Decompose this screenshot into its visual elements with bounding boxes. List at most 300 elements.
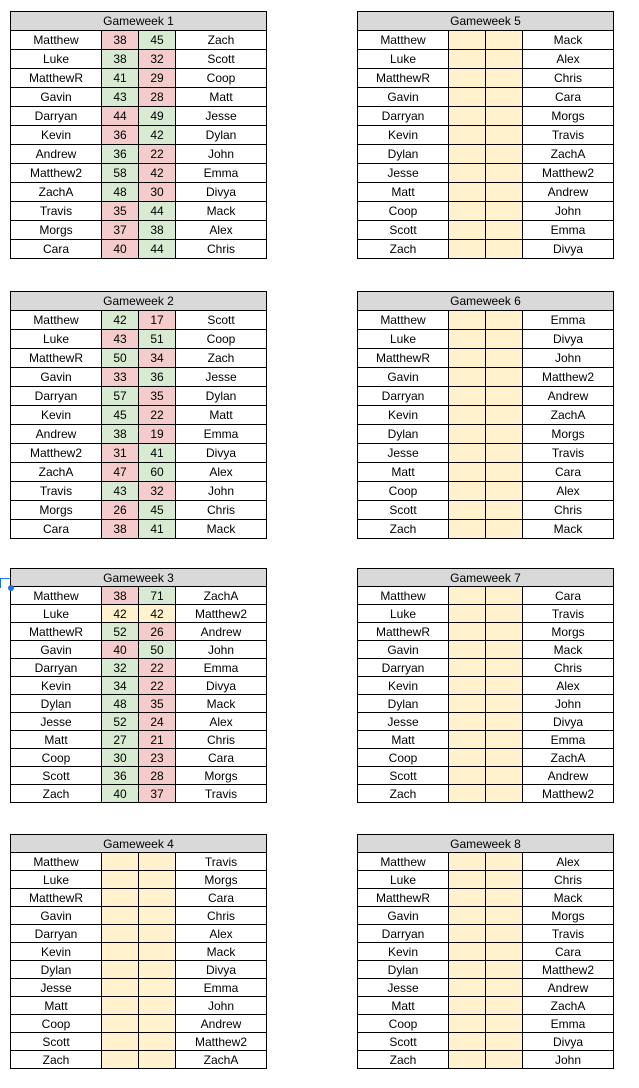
- home-score-cell[interactable]: 31: [102, 444, 139, 463]
- home-score-cell[interactable]: 38: [102, 587, 139, 605]
- home-score-cell[interactable]: [449, 145, 486, 164]
- home-score-cell[interactable]: [102, 925, 139, 943]
- home-score-cell[interactable]: [449, 31, 486, 50]
- away-score-cell[interactable]: [486, 961, 523, 979]
- home-player-cell[interactable]: Matthew: [358, 853, 449, 871]
- home-player-cell[interactable]: Luke: [358, 871, 449, 889]
- home-score-cell[interactable]: [449, 587, 486, 605]
- home-player-cell[interactable]: Matthew2: [11, 164, 102, 183]
- home-player-cell[interactable]: ZachA: [11, 463, 102, 482]
- away-score-cell[interactable]: [486, 50, 523, 69]
- home-player-cell[interactable]: Travis: [11, 482, 102, 501]
- home-score-cell[interactable]: [449, 641, 486, 659]
- home-score-cell[interactable]: 42: [102, 605, 139, 623]
- home-player-cell[interactable]: Dylan: [358, 961, 449, 979]
- away-score-cell[interactable]: [486, 1015, 523, 1033]
- home-player-cell[interactable]: Scott: [11, 767, 102, 785]
- home-player-cell[interactable]: Zach: [11, 1051, 102, 1069]
- away-score-cell[interactable]: 21: [139, 731, 176, 749]
- away-score-cell[interactable]: [139, 961, 176, 979]
- home-player-cell[interactable]: Cara: [11, 240, 102, 259]
- home-player-cell[interactable]: Luke: [11, 330, 102, 349]
- away-player-cell[interactable]: Andrew: [523, 183, 614, 202]
- away-player-cell[interactable]: John: [176, 997, 267, 1015]
- away-score-cell[interactable]: [139, 1051, 176, 1069]
- away-score-cell[interactable]: 71: [139, 587, 176, 605]
- home-player-cell[interactable]: Coop: [358, 749, 449, 767]
- home-player-cell[interactable]: Dylan: [11, 695, 102, 713]
- home-player-cell[interactable]: Dylan: [11, 961, 102, 979]
- home-player-cell[interactable]: Gavin: [11, 88, 102, 107]
- away-score-cell[interactable]: [486, 202, 523, 221]
- home-player-cell[interactable]: Gavin: [11, 368, 102, 387]
- home-player-cell[interactable]: Morgs: [11, 501, 102, 520]
- home-score-cell[interactable]: 38: [102, 31, 139, 50]
- home-score-cell[interactable]: [449, 520, 486, 539]
- home-player-cell[interactable]: Jesse: [358, 979, 449, 997]
- home-score-cell[interactable]: 42: [102, 311, 139, 330]
- home-score-cell[interactable]: [102, 1051, 139, 1069]
- away-score-cell[interactable]: [139, 925, 176, 943]
- home-score-cell[interactable]: [449, 387, 486, 406]
- away-player-cell[interactable]: Chris: [176, 731, 267, 749]
- home-player-cell[interactable]: Luke: [11, 871, 102, 889]
- home-player-cell[interactable]: Jesse: [11, 713, 102, 731]
- home-player-cell[interactable]: Matt: [358, 731, 449, 749]
- away-score-cell[interactable]: [139, 943, 176, 961]
- away-player-cell[interactable]: Dylan: [176, 387, 267, 406]
- away-player-cell[interactable]: Divya: [176, 444, 267, 463]
- away-player-cell[interactable]: Emma: [523, 731, 614, 749]
- away-score-cell[interactable]: 42: [139, 164, 176, 183]
- away-score-cell[interactable]: 24: [139, 713, 176, 731]
- home-score-cell[interactable]: [102, 907, 139, 925]
- away-player-cell[interactable]: Travis: [523, 605, 614, 623]
- away-score-cell[interactable]: 22: [139, 677, 176, 695]
- home-player-cell[interactable]: Matthew: [358, 587, 449, 605]
- home-score-cell[interactable]: 47: [102, 463, 139, 482]
- away-score-cell[interactable]: [486, 387, 523, 406]
- away-player-cell[interactable]: Divya: [176, 961, 267, 979]
- away-score-cell[interactable]: [486, 889, 523, 907]
- home-player-cell[interactable]: Matthew: [358, 31, 449, 50]
- away-score-cell[interactable]: [486, 641, 523, 659]
- home-player-cell[interactable]: Scott: [358, 501, 449, 520]
- home-player-cell[interactable]: MatthewR: [11, 889, 102, 907]
- away-score-cell[interactable]: [139, 1033, 176, 1051]
- home-player-cell[interactable]: Kevin: [11, 677, 102, 695]
- home-score-cell[interactable]: 57: [102, 387, 139, 406]
- away-player-cell[interactable]: Andrew: [176, 1015, 267, 1033]
- home-score-cell[interactable]: [449, 183, 486, 202]
- away-score-cell[interactable]: [139, 871, 176, 889]
- home-score-cell[interactable]: [449, 240, 486, 259]
- home-score-cell[interactable]: 58: [102, 164, 139, 183]
- away-score-cell[interactable]: [486, 695, 523, 713]
- home-score-cell[interactable]: [449, 659, 486, 677]
- home-score-cell[interactable]: [449, 731, 486, 749]
- home-score-cell[interactable]: [449, 202, 486, 221]
- away-score-cell[interactable]: [486, 330, 523, 349]
- away-score-cell[interactable]: [486, 659, 523, 677]
- home-player-cell[interactable]: Scott: [358, 767, 449, 785]
- away-score-cell[interactable]: 29: [139, 69, 176, 88]
- away-score-cell[interactable]: [486, 107, 523, 126]
- home-score-cell[interactable]: 43: [102, 482, 139, 501]
- away-score-cell[interactable]: [486, 240, 523, 259]
- away-score-cell[interactable]: 36: [139, 368, 176, 387]
- away-player-cell[interactable]: Matt: [176, 88, 267, 107]
- home-score-cell[interactable]: [449, 695, 486, 713]
- home-player-cell[interactable]: Gavin: [358, 368, 449, 387]
- away-score-cell[interactable]: 45: [139, 501, 176, 520]
- home-score-cell[interactable]: [449, 1033, 486, 1051]
- away-player-cell[interactable]: Alex: [523, 677, 614, 695]
- away-score-cell[interactable]: 37: [139, 785, 176, 803]
- away-score-cell[interactable]: [486, 88, 523, 107]
- away-player-cell[interactable]: Emma: [176, 164, 267, 183]
- away-player-cell[interactable]: Andrew: [523, 767, 614, 785]
- away-score-cell[interactable]: [486, 69, 523, 88]
- away-score-cell[interactable]: [486, 368, 523, 387]
- away-player-cell[interactable]: John: [176, 145, 267, 164]
- home-score-cell[interactable]: [449, 1051, 486, 1069]
- home-player-cell[interactable]: Darryan: [358, 387, 449, 406]
- home-player-cell[interactable]: Darryan: [11, 107, 102, 126]
- away-score-cell[interactable]: [486, 1051, 523, 1069]
- away-player-cell[interactable]: Emma: [176, 659, 267, 677]
- away-score-cell[interactable]: [486, 979, 523, 997]
- home-score-cell[interactable]: [449, 871, 486, 889]
- away-player-cell[interactable]: Emma: [176, 979, 267, 997]
- home-score-cell[interactable]: 34: [102, 677, 139, 695]
- gameweek-title[interactable]: Gameweek 3: [11, 569, 267, 587]
- home-player-cell[interactable]: Matthew: [358, 311, 449, 330]
- home-score-cell[interactable]: 52: [102, 713, 139, 731]
- away-score-cell[interactable]: 34: [139, 349, 176, 368]
- away-player-cell[interactable]: Andrew: [176, 623, 267, 641]
- away-player-cell[interactable]: John: [176, 641, 267, 659]
- gameweek-title[interactable]: Gameweek 2: [11, 292, 267, 311]
- home-player-cell[interactable]: MatthewR: [11, 623, 102, 641]
- home-score-cell[interactable]: [449, 126, 486, 145]
- home-player-cell[interactable]: Luke: [11, 50, 102, 69]
- away-score-cell[interactable]: 42: [139, 126, 176, 145]
- away-score-cell[interactable]: [139, 889, 176, 907]
- away-player-cell[interactable]: Zach: [176, 349, 267, 368]
- home-score-cell[interactable]: [449, 1015, 486, 1033]
- selection-fill-handle[interactable]: [8, 585, 14, 591]
- away-score-cell[interactable]: 41: [139, 520, 176, 539]
- home-player-cell[interactable]: MatthewR: [11, 349, 102, 368]
- home-score-cell[interactable]: [449, 164, 486, 183]
- away-score-cell[interactable]: [486, 605, 523, 623]
- home-score-cell[interactable]: [102, 889, 139, 907]
- home-score-cell[interactable]: 38: [102, 50, 139, 69]
- away-player-cell[interactable]: Cara: [176, 749, 267, 767]
- home-score-cell[interactable]: [449, 69, 486, 88]
- home-player-cell[interactable]: Matthew2: [11, 444, 102, 463]
- home-score-cell[interactable]: 44: [102, 107, 139, 126]
- away-player-cell[interactable]: Alex: [523, 482, 614, 501]
- away-player-cell[interactable]: Andrew: [523, 979, 614, 997]
- home-player-cell[interactable]: MatthewR: [358, 69, 449, 88]
- home-score-cell[interactable]: [102, 997, 139, 1015]
- away-player-cell[interactable]: Coop: [176, 330, 267, 349]
- away-score-cell[interactable]: [139, 979, 176, 997]
- away-player-cell[interactable]: ZachA: [523, 997, 614, 1015]
- away-score-cell[interactable]: [486, 311, 523, 330]
- away-player-cell[interactable]: Alex: [176, 463, 267, 482]
- home-player-cell[interactable]: Gavin: [11, 907, 102, 925]
- home-score-cell[interactable]: [449, 501, 486, 520]
- home-player-cell[interactable]: Jesse: [358, 164, 449, 183]
- home-score-cell[interactable]: [102, 853, 139, 871]
- away-player-cell[interactable]: Mack: [176, 695, 267, 713]
- home-player-cell[interactable]: Matt: [11, 731, 102, 749]
- gameweek-title[interactable]: Gameweek 6: [358, 292, 614, 311]
- home-score-cell[interactable]: [449, 311, 486, 330]
- home-score-cell[interactable]: [449, 677, 486, 695]
- away-score-cell[interactable]: [486, 749, 523, 767]
- away-score-cell[interactable]: [486, 183, 523, 202]
- home-score-cell[interactable]: [449, 943, 486, 961]
- home-score-cell[interactable]: [449, 330, 486, 349]
- away-score-cell[interactable]: [486, 677, 523, 695]
- home-player-cell[interactable]: Matt: [358, 463, 449, 482]
- away-player-cell[interactable]: Mack: [176, 943, 267, 961]
- away-score-cell[interactable]: [139, 907, 176, 925]
- home-score-cell[interactable]: [449, 406, 486, 425]
- home-player-cell[interactable]: Scott: [358, 221, 449, 240]
- home-player-cell[interactable]: Coop: [358, 202, 449, 221]
- home-score-cell[interactable]: [449, 368, 486, 387]
- home-score-cell[interactable]: [449, 482, 486, 501]
- home-score-cell[interactable]: [102, 961, 139, 979]
- home-score-cell[interactable]: 41: [102, 69, 139, 88]
- away-player-cell[interactable]: Alex: [523, 50, 614, 69]
- home-player-cell[interactable]: MatthewR: [358, 349, 449, 368]
- home-score-cell[interactable]: 40: [102, 240, 139, 259]
- home-score-cell[interactable]: 40: [102, 641, 139, 659]
- home-score-cell[interactable]: [449, 979, 486, 997]
- away-score-cell[interactable]: [486, 1033, 523, 1051]
- home-player-cell[interactable]: Darryan: [11, 387, 102, 406]
- home-player-cell[interactable]: Coop: [11, 749, 102, 767]
- away-player-cell[interactable]: ZachA: [176, 587, 267, 605]
- away-score-cell[interactable]: [486, 767, 523, 785]
- away-score-cell[interactable]: [486, 907, 523, 925]
- home-player-cell[interactable]: Matthew: [11, 31, 102, 50]
- home-score-cell[interactable]: [102, 871, 139, 889]
- away-player-cell[interactable]: Coop: [176, 69, 267, 88]
- home-player-cell[interactable]: Luke: [358, 605, 449, 623]
- away-score-cell[interactable]: 42: [139, 605, 176, 623]
- away-score-cell[interactable]: [486, 925, 523, 943]
- away-score-cell[interactable]: 23: [139, 749, 176, 767]
- away-player-cell[interactable]: Chris: [523, 69, 614, 88]
- home-score-cell[interactable]: 48: [102, 183, 139, 202]
- home-player-cell[interactable]: Matthew: [11, 853, 102, 871]
- away-player-cell[interactable]: John: [523, 349, 614, 368]
- home-score-cell[interactable]: 36: [102, 126, 139, 145]
- away-player-cell[interactable]: Scott: [176, 311, 267, 330]
- home-player-cell[interactable]: Zach: [358, 520, 449, 539]
- away-score-cell[interactable]: [486, 463, 523, 482]
- away-score-cell[interactable]: [486, 587, 523, 605]
- home-player-cell[interactable]: Scott: [11, 1033, 102, 1051]
- home-player-cell[interactable]: Travis: [11, 202, 102, 221]
- home-player-cell[interactable]: Morgs: [11, 221, 102, 240]
- away-score-cell[interactable]: 22: [139, 659, 176, 677]
- away-player-cell[interactable]: Matthew2: [523, 785, 614, 803]
- away-player-cell[interactable]: Andrew: [523, 387, 614, 406]
- away-score-cell[interactable]: [486, 221, 523, 240]
- home-player-cell[interactable]: Coop: [358, 1015, 449, 1033]
- home-player-cell[interactable]: Zach: [358, 1051, 449, 1069]
- home-player-cell[interactable]: Matthew: [11, 587, 102, 605]
- away-score-cell[interactable]: 28: [139, 767, 176, 785]
- away-score-cell[interactable]: [486, 871, 523, 889]
- away-score-cell[interactable]: [139, 1015, 176, 1033]
- home-score-cell[interactable]: [449, 889, 486, 907]
- away-player-cell[interactable]: Matthew2: [523, 164, 614, 183]
- home-player-cell[interactable]: Gavin: [358, 907, 449, 925]
- home-score-cell[interactable]: 33: [102, 368, 139, 387]
- gameweek-title[interactable]: Gameweek 4: [11, 835, 267, 853]
- away-score-cell[interactable]: [486, 31, 523, 50]
- home-player-cell[interactable]: Gavin: [358, 641, 449, 659]
- home-score-cell[interactable]: [449, 349, 486, 368]
- away-score-cell[interactable]: [486, 785, 523, 803]
- home-player-cell[interactable]: Luke: [358, 50, 449, 69]
- away-player-cell[interactable]: Zach: [176, 31, 267, 50]
- away-score-cell[interactable]: [486, 425, 523, 444]
- home-player-cell[interactable]: Zach: [11, 785, 102, 803]
- away-player-cell[interactable]: Chris: [523, 501, 614, 520]
- away-player-cell[interactable]: John: [523, 202, 614, 221]
- away-player-cell[interactable]: Mack: [523, 889, 614, 907]
- home-player-cell[interactable]: Kevin: [358, 943, 449, 961]
- home-score-cell[interactable]: [449, 853, 486, 871]
- away-player-cell[interactable]: Scott: [176, 50, 267, 69]
- away-score-cell[interactable]: [486, 482, 523, 501]
- home-player-cell[interactable]: Darryan: [11, 925, 102, 943]
- away-score-cell[interactable]: [486, 997, 523, 1015]
- home-score-cell[interactable]: 40: [102, 785, 139, 803]
- home-player-cell[interactable]: Matt: [358, 997, 449, 1015]
- away-score-cell[interactable]: [486, 444, 523, 463]
- away-player-cell[interactable]: Emma: [523, 311, 614, 330]
- away-score-cell[interactable]: [139, 853, 176, 871]
- away-player-cell[interactable]: Alex: [176, 713, 267, 731]
- home-player-cell[interactable]: Matt: [358, 183, 449, 202]
- away-player-cell[interactable]: Chris: [176, 501, 267, 520]
- home-player-cell[interactable]: Darryan: [358, 659, 449, 677]
- away-player-cell[interactable]: Morgs: [176, 871, 267, 889]
- away-player-cell[interactable]: Morgs: [523, 907, 614, 925]
- home-player-cell[interactable]: MatthewR: [358, 889, 449, 907]
- away-player-cell[interactable]: Morgs: [523, 623, 614, 641]
- away-score-cell[interactable]: 49: [139, 107, 176, 126]
- away-score-cell[interactable]: [486, 126, 523, 145]
- home-score-cell[interactable]: [102, 979, 139, 997]
- away-score-cell[interactable]: [486, 713, 523, 731]
- away-player-cell[interactable]: Cara: [523, 463, 614, 482]
- home-score-cell[interactable]: 45: [102, 406, 139, 425]
- away-score-cell[interactable]: 35: [139, 695, 176, 713]
- away-score-cell[interactable]: 17: [139, 311, 176, 330]
- home-player-cell[interactable]: Darryan: [358, 925, 449, 943]
- away-player-cell[interactable]: Emma: [176, 425, 267, 444]
- away-score-cell[interactable]: [486, 145, 523, 164]
- home-score-cell[interactable]: 30: [102, 749, 139, 767]
- home-score-cell[interactable]: [449, 997, 486, 1015]
- home-score-cell[interactable]: [102, 943, 139, 961]
- away-player-cell[interactable]: Alex: [523, 853, 614, 871]
- home-score-cell[interactable]: [449, 961, 486, 979]
- gameweek-title[interactable]: Gameweek 1: [11, 12, 267, 31]
- home-player-cell[interactable]: Kevin: [358, 677, 449, 695]
- home-score-cell[interactable]: [449, 767, 486, 785]
- home-player-cell[interactable]: Kevin: [11, 943, 102, 961]
- away-score-cell[interactable]: [139, 997, 176, 1015]
- home-player-cell[interactable]: Gavin: [358, 88, 449, 107]
- away-player-cell[interactable]: Cara: [523, 587, 614, 605]
- away-player-cell[interactable]: Dylan: [176, 126, 267, 145]
- home-player-cell[interactable]: Dylan: [358, 145, 449, 164]
- away-player-cell[interactable]: Matthew2: [523, 961, 614, 979]
- home-player-cell[interactable]: MatthewR: [358, 623, 449, 641]
- home-score-cell[interactable]: 50: [102, 349, 139, 368]
- away-score-cell[interactable]: [486, 731, 523, 749]
- home-player-cell[interactable]: Zach: [358, 240, 449, 259]
- away-player-cell[interactable]: Morgs: [523, 425, 614, 444]
- home-score-cell[interactable]: [449, 463, 486, 482]
- away-player-cell[interactable]: Chris: [176, 240, 267, 259]
- away-player-cell[interactable]: Divya: [176, 183, 267, 202]
- home-player-cell[interactable]: Dylan: [358, 695, 449, 713]
- home-score-cell[interactable]: [449, 925, 486, 943]
- away-score-cell[interactable]: 44: [139, 202, 176, 221]
- home-score-cell[interactable]: [449, 605, 486, 623]
- home-player-cell[interactable]: Gavin: [11, 641, 102, 659]
- away-score-cell[interactable]: 32: [139, 482, 176, 501]
- away-player-cell[interactable]: Divya: [523, 330, 614, 349]
- home-player-cell[interactable]: Andrew: [11, 145, 102, 164]
- away-score-cell[interactable]: [486, 520, 523, 539]
- away-player-cell[interactable]: Emma: [523, 221, 614, 240]
- home-score-cell[interactable]: 38: [102, 520, 139, 539]
- home-score-cell[interactable]: 35: [102, 202, 139, 221]
- home-player-cell[interactable]: Luke: [11, 605, 102, 623]
- home-score-cell[interactable]: [102, 1033, 139, 1051]
- away-player-cell[interactable]: Jesse: [176, 368, 267, 387]
- home-player-cell[interactable]: Dylan: [358, 425, 449, 444]
- away-player-cell[interactable]: John: [523, 1051, 614, 1069]
- home-player-cell[interactable]: Coop: [11, 1015, 102, 1033]
- home-score-cell[interactable]: [449, 425, 486, 444]
- home-player-cell[interactable]: ZachA: [11, 183, 102, 202]
- home-score-cell[interactable]: 26: [102, 501, 139, 520]
- home-score-cell[interactable]: [449, 907, 486, 925]
- away-player-cell[interactable]: ZachA: [176, 1051, 267, 1069]
- away-score-cell[interactable]: 26: [139, 623, 176, 641]
- away-player-cell[interactable]: Mack: [523, 520, 614, 539]
- away-player-cell[interactable]: Travis: [176, 785, 267, 803]
- away-score-cell[interactable]: [486, 164, 523, 183]
- home-score-cell[interactable]: [449, 221, 486, 240]
